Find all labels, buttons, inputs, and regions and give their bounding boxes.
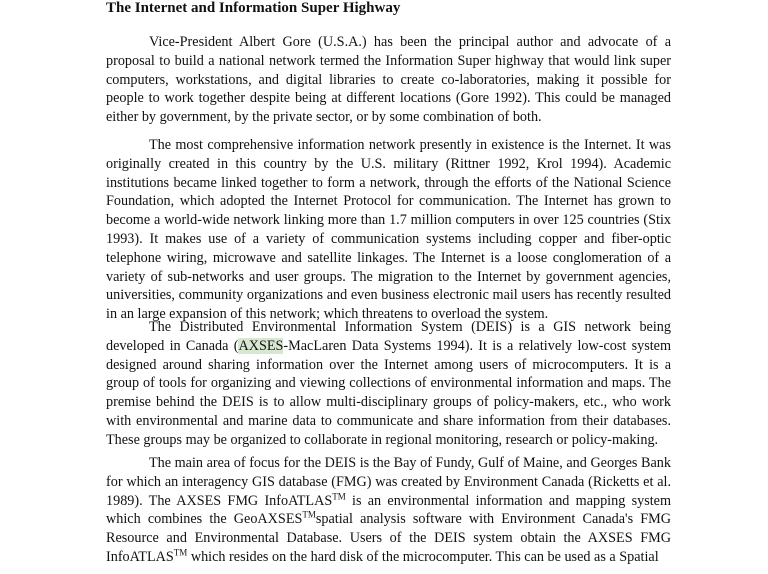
- trademark-mark: TM: [173, 547, 188, 558]
- trademark-mark: TM: [302, 509, 316, 520]
- paragraph-focus-area: [106, 454, 671, 567]
- paragraph-gore-proposal: Vice-President Albert Gore (U.S.A.) has been the principal author and advocate of a proposal to build a national network termed the Information Super highway that would link super computers, workstations, and digital libraries to create co-laboratories, making it possible for people to work together despite being at different locations (Gore 1992). This could be managed either by government, by the private sector, or by some combination of both.: [106, 34, 671, 126]
- paragraph-focus-text-4: which resides on the hard disk of the microcomputer. This can be used as a Spatial: [187, 548, 659, 565]
- paragraph-focus-text-3: spatial analysis software with Environment Canada's FMG Resource and Environmental Database. Users of the DEIS system obtain the AXSES FMG InfoATLAS: [106, 511, 671, 565]
- trademark-mark: TM: [332, 490, 346, 501]
- paragraph-deis-text-start: The Distributed Environmental Information System (DEIS) is a GIS network being developed in Canada (: [106, 319, 671, 354]
- paragraph-focus-text-2: is an environmental information and mapping system which combines the GeoAXSES: [106, 492, 671, 528]
- paragraph-focus-text-1: The main area of focus for the DEIS is the Bay of Fundy, Gulf of Maine, and Georges Bank for which an interagency GIS database (FMG) was created by Environment Canada (Ricketts et al. 1989). The AXSES FMG InfoATLAS: [106, 455, 671, 509]
- highlighted-term: AXSES: [238, 337, 284, 354]
- paragraph-internet: The most comprehensive information network presently in existence is the Internet. It was originally created in this country by the U.S. military (Rittner 1992, Krol 1994). Academic institutions became linked together to form a network, through the efforts of the National Science Foundation, which adopted the Internet Protocol for communication. The Internet has grown to become a world-wide network linking more than 1.7 million computers in over 125 countries (Stix 1993). It makes use of a variety of communication systems including copper and fiber-optic telephone wiring, microwave and satellite linkages. The Internet is a loose conglomeration of a variety of sub-networks and user groups. The migration to the Internet by government agencies, universities, community organizations and even business electronic mail users has recently resulted in an large expansion of this network; which threatens to overload the system.: [106, 137, 671, 323]
- paragraph-deis-text-end: -MacLaren Data Systems 1994). It is a relatively low-cost system designed around sharing information over the Internet among users of microcomputers. It is a group of tools for organizing and viewing collections of environmental information and maps. The premise behind the DEIS is to allow multi-disciplinary groups of policy-makers, etc., who work with environmental and marine data to communicate and share information from their databases. These groups may be organized to collaborate in regional monitoring, research or policy-making.: [106, 337, 671, 448]
- paragraph-deis: [106, 318, 671, 450]
- section-heading: The Internet and Information Super Highway: [106, 0, 401, 16]
